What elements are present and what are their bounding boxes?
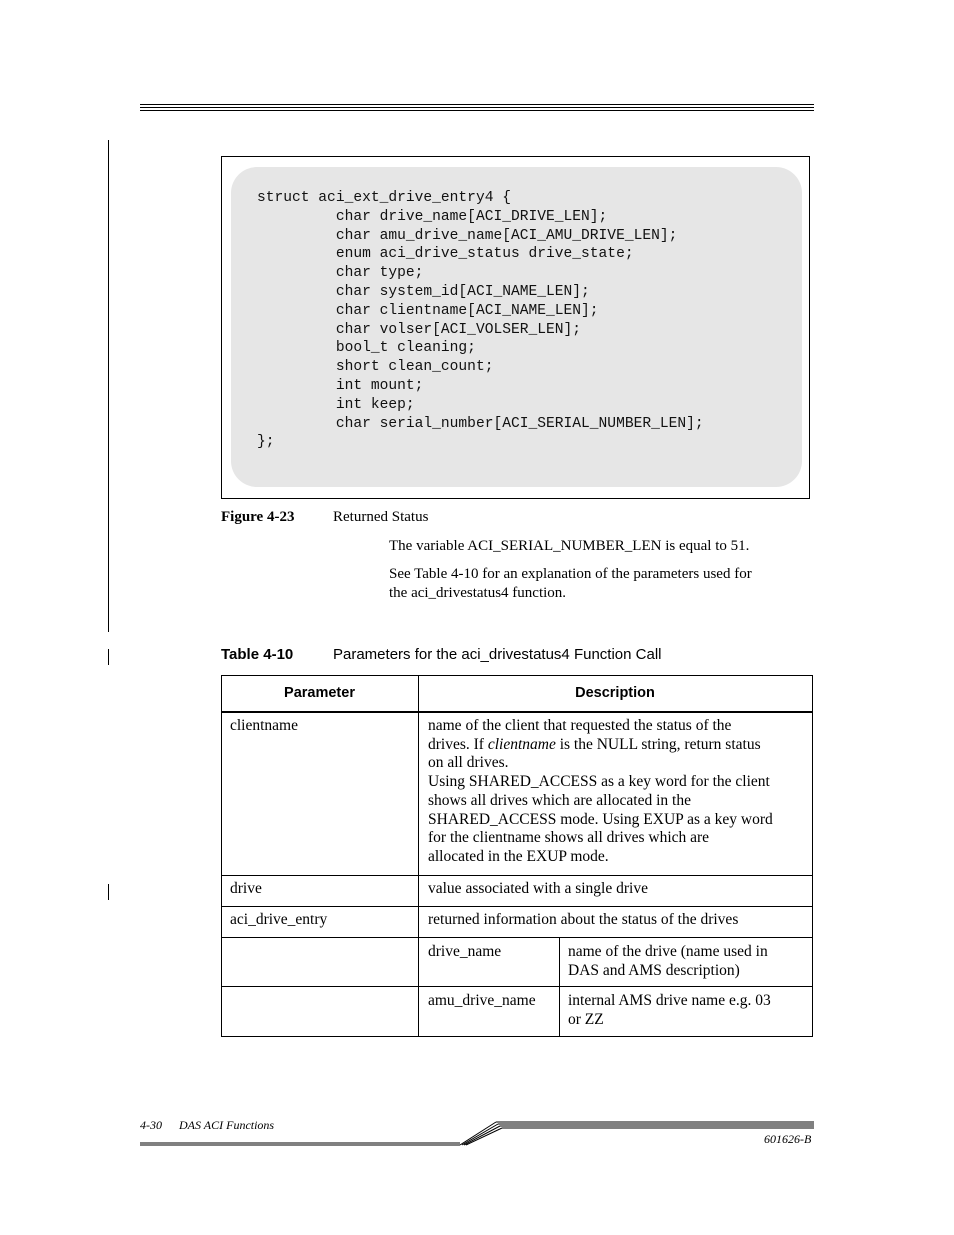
desc-clientname: name of the client that requested the status of the drives. If clientname is the NULL string, return status on all drives. Using SHARED_ACCESS as a key word for the client shows all drives which are allocated in the SHARED_ACCESS mode. Using EXUP as a key word for the clientname shows all drives which are allocated in the EXUP mode. <box>428 717 773 865</box>
body-paragraph: The variable ACI_SERIAL_NUMBER_LEN is equal to 51. <box>389 538 750 554</box>
column-header-parameter: Parameter <box>284 685 355 701</box>
desc-drive-name: name of the drive (name used in DAS and AMS description) <box>568 943 768 979</box>
code-background <box>231 167 802 487</box>
change-bar <box>108 140 109 632</box>
desc-drive: value associated with a single drive <box>428 880 648 897</box>
change-bar <box>108 884 109 900</box>
footer-doc-number: 601626-B <box>764 1132 812 1146</box>
param-clientname: clientname <box>230 717 298 734</box>
figure-title: Returned Status <box>333 509 429 525</box>
change-bar <box>108 649 109 665</box>
param-drive: drive <box>230 880 262 897</box>
footer-page-number: 4-30 <box>140 1118 162 1132</box>
table-title: Parameters for the aci_drivestatus4 Function Call <box>333 646 662 663</box>
column-header-description: Description <box>575 685 655 701</box>
param-aci-drive-entry: aci_drive_entry <box>230 911 328 928</box>
table-label: Table 4-10 <box>221 646 294 663</box>
parameters-table <box>221 675 813 1037</box>
desc-amu-drive-name: internal AMS drive name e.g. 03 or ZZ <box>568 992 771 1028</box>
figure-label: Figure 4-23 <box>221 509 295 525</box>
field-amu-drive-name: amu_drive_name <box>428 992 536 1009</box>
body-paragraph: See Table 4-10 for an explanation of the parameters used for the aci_drivestatus4 function. <box>389 566 752 601</box>
code-block: struct aci_ext_drive_entry4 { char drive_name[ACI_DRIVE_LEN]; char amu_drive_name[ACI_AMU_DRIVE_LEN]; enum aci_drive_status drive_state; char type; char system_id[ACI_NAME_LEN]; char clientname[ACI_NAME_LEN]; char volser[ACI_VOLSER_LEN]; bool_t cleaning; short clean_count; int mount; int keep; char serial_number[ACI_SERIAL_NUMBER_LEN]; }; <box>257 190 704 451</box>
desc-aci-drive-entry: returned information about the status of the drives <box>428 911 739 928</box>
code-figure <box>221 156 810 499</box>
header-rule <box>140 104 814 111</box>
footer-section: DAS ACI Functions <box>179 1118 275 1132</box>
field-drive-name: drive_name <box>428 943 502 960</box>
